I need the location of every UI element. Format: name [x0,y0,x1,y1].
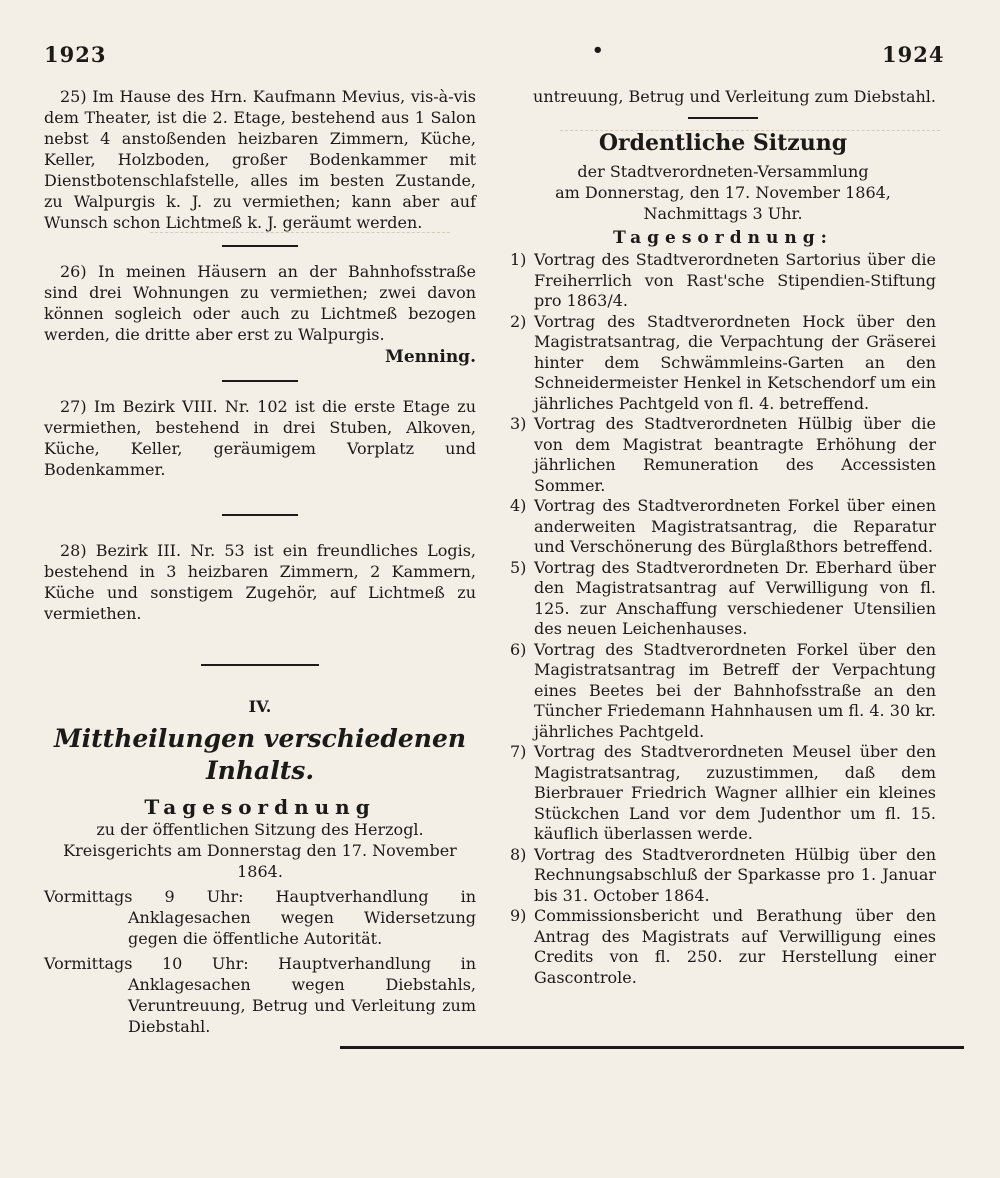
section-number: IV. [248,697,272,716]
agenda-item [510,906,936,988]
section-rule [201,664,319,666]
advertisement-26-signature: Menning. [385,347,476,367]
page-number-left: 1923 [44,42,107,67]
agenda-item-text: Vortrag des Stadtverordneten Forkel über den Magistratsantrag im Betreff der Verpachtung eines Beetes bei der Bahnhofsstraße an den Tüncher Friedemann Hahnhausen um fl. 4. 30 kr. jährliches Pachtgeld. [534,639,936,741]
agenda-item-text: Vortrag des Stadtverordneten Hülbig über die von dem Magistrat beantragte Erhöhung der jährlichen Remuneration des Accessisten Sommer. [534,414,936,495]
agenda-item-number: 3) [510,414,527,433]
agenda-item-text: Vortrag des Stadtverordneten Hülbig über den Rechnungsabschluß der Sparkasse pro 1. Januar bis 31. October 1864. [534,844,936,905]
agenda-item [510,742,936,845]
session-date: am Donnerstag, den 17. November 1864, Nachmittags 3 Uhr. [555,183,891,223]
agenda-item-text: Vortrag des Stadtverordneten Sartorius über die Freiherrlich von Rast'sche Stipendien-Stiftung pro 1863/4. [534,250,936,310]
continued-text-display [510,86,936,107]
advertisement-28: 28) Bezirk III. Nr. 53 ist ein freundliches Logis, bestehend in 3 heizbaren Zimmern, 2 Kammern, Küche und sonstigem Zugehör, auf Lichtmeß zu vermiethen. [44,541,476,623]
bullet-mark: • [592,40,604,61]
agenda-heading-right: Tagesordnung: [613,228,833,248]
agenda-item-text: Commissionsbericht und Berathung über den Antrag des Magistrats auf Verwilligung eines Credits von fl. 250. zur Herstellung einer Gascontrole. [534,906,936,987]
agenda-item-number: 2) [510,311,527,331]
agenda-intro: zu der öffentlichen Sitzung des Herzogl. Kreisgerichts am Donnerstag den 17. November 1864. [63,820,457,881]
agenda-item-number: 8) [510,844,527,864]
advertisement-25: 25) Im Hause des Hrn. Kaufmann Mevius, vis-à-vis dem Theater, ist die 2. Etage, bestehend aus 1 Salon nebst 4 anstoßenden heizbaren Zimmern, Küche, Keller, Holzboden, großer Bodenkammer mit Dienstbotenschlafstelle, alles im besten Zustande, zu Walpurgis k. J. zu vermiethen; kann aber auf Wunsch schon Lichtmeß k. J. geräumt werden. [44,87,476,232]
agenda-item-text: Vortrag des Stadtverordneten Hock über den Magistratsantrag, die Verpachtung der Gräserei hinter dem Schwämmleins-Garten an den Schneidermeister Henkel in Ketschendorf um ein jährliches Pachtgeld von fl. 4. betreffend. [534,311,936,413]
continued-text-line: untreuung, Betrug und Verleitung zum Diebstahl. [533,87,936,106]
agenda-item [510,558,936,640]
agenda-item [510,312,936,415]
left-column [44,86,476,1037]
agenda-item-number: 1) [510,250,527,269]
agenda-item [510,414,936,496]
agenda-item-number: 6) [510,639,527,659]
separator-rule [222,245,298,247]
separator-rule [222,380,298,382]
advertisement-26: 26) In meinen Häusern an der Bahnhofsstraße sind drei Wohnungen zu vermiethen; zwei davon können sogleich oder auch zu Lichtmeß bezogen werden, die dritte aber erst zu Walpurgis. [44,262,476,344]
agenda-morning-9: Vormittags 9 Uhr: Hauptverhandlung in Anklagesachen wegen Widersetzung gegen die öffentliche Autorität. [44,887,476,948]
agenda-morning-10: Vormittags 10 Uhr: Hauptverhandlung in Anklagesachen wegen Diebstahls, Veruntreuung, Betrug und Verleitung zum Diebstahl. [44,954,476,1036]
agenda-item [510,250,936,312]
agenda-list [510,250,936,988]
agenda-item-number: 5) [510,557,527,577]
agenda-item-text: Vortrag des Stadtverordneten Dr. Eberhard über den Magistratsantrag auf Verwilligung von fl. 125. zur Anschaffung verschiedener Utensilien des neuen Leichenhauses. [534,557,936,638]
agenda-heading: Tagesordnung [144,795,376,819]
agenda-item [510,496,936,558]
advertisement-27: 27) Im Bezirk VIII. Nr. 102 ist die erste Etage zu vermiethen, bestehend in drei Stuben, Alkoven, Küche, Keller, geräumigem Vorplatz und Bodenkammer. [44,397,476,479]
section-title: Mittheilungen verschiedenen Inhalts. [53,724,467,785]
session-subtitle: der Stadtverordneten-Versammlung [577,162,869,181]
agenda-item-text: Vortrag des Stadtverordneten Meusel über den Magistratsantrag, zuzustimmen, daß dem Bierbrauer Friedrich Wagner allhier ein kleines Stückchen Land vor dem Judenthor um fl. 15. käuflich überlassen werde. [534,742,936,843]
agenda-item-number: 7) [510,742,527,761]
agenda-item [510,845,936,907]
agenda-item-number: 9) [510,906,527,925]
separator-rule [688,117,758,119]
session-title: Ordentliche Sitzung [598,130,848,156]
right-column [510,86,936,988]
agenda-item-text: Vortrag des Stadtverordneten Forkel über einen anderweiten Magistratsantrag, die Reparatur und Verschönerung des Bürglaßthors betreffend. [534,496,936,556]
agenda-item [510,640,936,743]
page-number-right: 1924 [882,42,945,67]
bottom-rule [340,1046,964,1049]
separator-rule [222,514,298,516]
agenda-item-number: 4) [510,496,527,515]
